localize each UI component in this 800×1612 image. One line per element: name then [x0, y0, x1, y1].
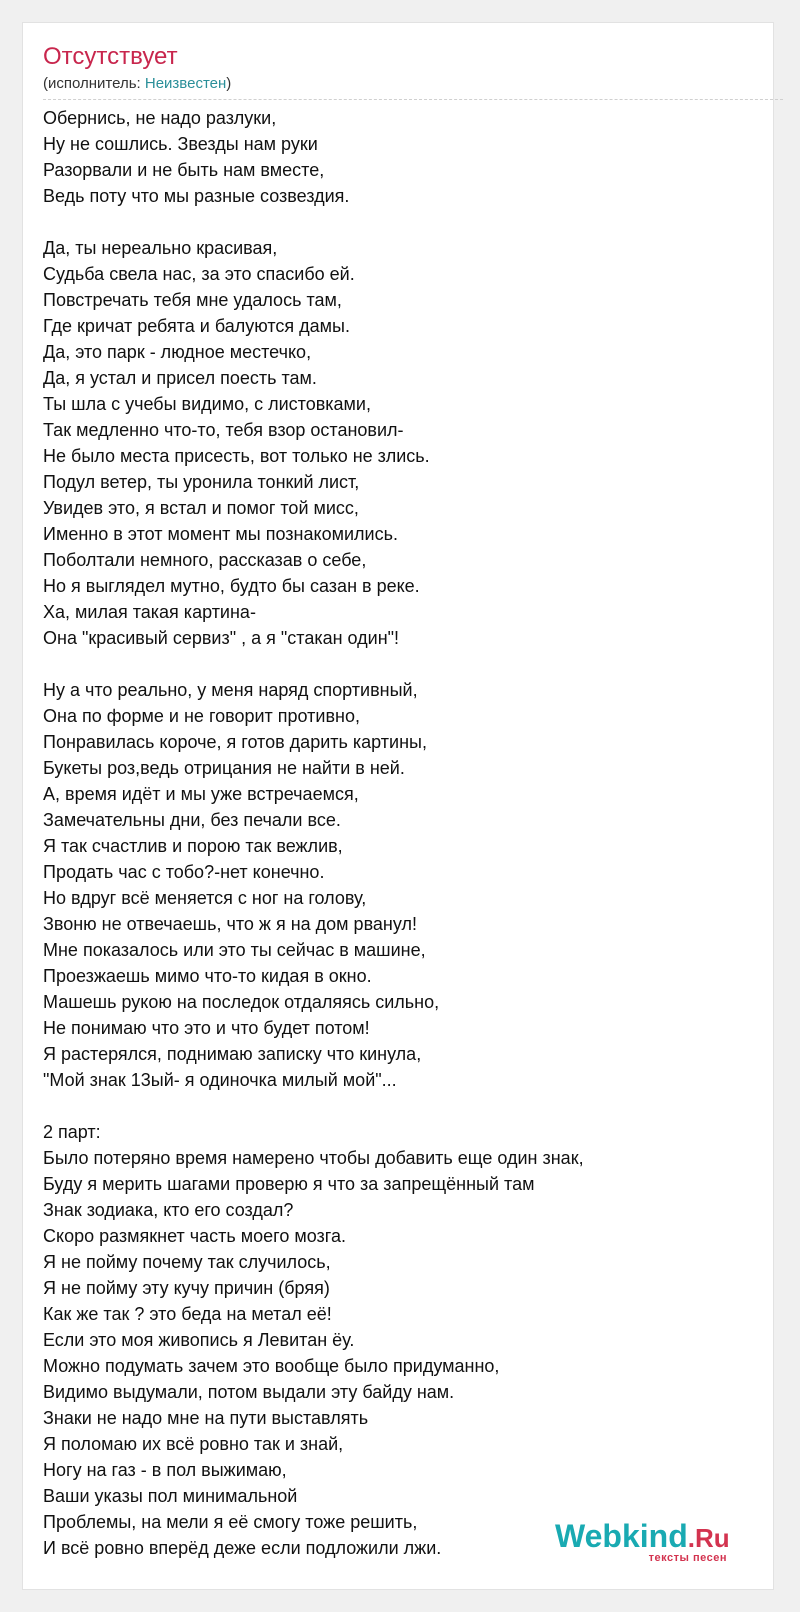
lyric-line: Она по форме и не говорит противно, — [43, 706, 360, 726]
lyric-line: Как же так ? это беда на метал её! — [43, 1304, 332, 1324]
lyric-line: Подул ветер, ты уронила тонкий лист, — [43, 472, 360, 492]
lyric-line: Так медленно что-то, тебя взор остановил- — [43, 420, 404, 440]
lyric-line: А, время идёт и мы уже встречаемся, — [43, 784, 359, 804]
song-title: Отсутствует — [43, 43, 178, 70]
lyric-line: Я растерялся, поднимаю записку что кинула, — [43, 1044, 422, 1064]
header-divider — [43, 99, 783, 100]
logo-tagline: тексты песен — [648, 1552, 727, 1564]
lyric-line: Звоню не отвечаешь, что ж я на дом рванул! — [43, 914, 417, 934]
lyric-line: Я поломаю их всё ровно так и знай, — [43, 1434, 344, 1454]
lyric-line: Поболтали немного, рассказав о себе, — [43, 550, 367, 570]
lyric-line: Разорвали и не быть нам вместе, — [43, 160, 325, 180]
logo-wordmark — [555, 1519, 730, 1555]
lyric-line: Замечательны дни, без печали все. — [43, 810, 341, 830]
lyric-line: Букеты роз,ведь отрицания не найти в ней. — [43, 758, 405, 778]
lyric-line: "Мой знак 13ый- я одиночка милый мой"... — [43, 1070, 397, 1090]
lyric-line: Проезжаешь мимо что-то кидая в окно. — [43, 966, 372, 986]
lyrics-card — [22, 22, 774, 1590]
lyric-line: Проблемы, на мели я её смогу тоже решить, — [43, 1512, 418, 1532]
lyric-line: Я не пойму почему так случилось, — [43, 1252, 331, 1272]
lyric-line: Я не пойму эту кучу причин (бряя) — [43, 1278, 330, 1298]
stanza-gap — [43, 651, 763, 677]
stanza-gap — [43, 1093, 763, 1119]
lyric-line: Где кричат ребята и балуются дамы. — [43, 316, 350, 336]
lyric-line: Ну не сошлись. Звезды нам руки — [43, 134, 318, 154]
lyric-line: Знаки не надо мне на пути выставлять — [43, 1408, 369, 1428]
lyric-line: Да, ты нереально красивая, — [43, 238, 278, 258]
lyric-line: Она "красивый сервиз" , а я "стакан один"! — [43, 628, 400, 648]
artist-line — [43, 74, 231, 94]
site-logo[interactable] — [555, 1519, 745, 1563]
logo-tld: .Ru — [687, 1523, 730, 1553]
lyric-line: Не было места присесть, вот только не злись. — [43, 446, 430, 466]
lyric-line: Да, я устал и присел поесть там. — [43, 368, 317, 388]
lyric-line: Продать час с тобо?-нет конечно. — [43, 862, 325, 882]
lyric-line: Увидев это, я встал и помог той мисс, — [43, 498, 359, 518]
lyric-line: Видимо выдумали, потом выдали эту байду нам. — [43, 1382, 455, 1402]
lyric-line: Именно в этот момент мы познакомились. — [43, 524, 398, 544]
lyrics-text — [43, 105, 763, 1561]
lyric-line: Понравилась короче, я готов дарить картины, — [43, 732, 427, 752]
lyric-line: Если это моя живопись я Левитан ёу. — [43, 1330, 355, 1350]
lyric-line: Ведь поту что мы разные созвездия. — [43, 186, 350, 206]
lyric-line: Машешь рукою на последок отдаляясь сильно, — [43, 992, 440, 1012]
artist-prefix: (исполнитель: — [43, 75, 145, 92]
lyric-line: Да, это парк - людное местечко, — [43, 342, 312, 362]
stanza-gap — [43, 209, 763, 235]
lyric-line: Ха, милая такая картина- — [43, 602, 256, 622]
artist-link[interactable]: Неизвестен — [144, 75, 227, 92]
lyric-line: Обернись, не надо разлуки, — [43, 108, 277, 128]
lyric-line: Повстречать тебя мне удалось там, — [43, 290, 342, 310]
lyric-line: Судьба свела нас, за это спасибо ей. — [43, 264, 355, 284]
lyric-line: Скоро размякнет часть моего мозга. — [43, 1226, 346, 1246]
lyric-line: Ногу на газ - в пол выжимаю, — [43, 1460, 287, 1480]
lyric-line: Ты шла с учебы видимо, с листовками, — [43, 394, 371, 414]
lyric-line: Я так счастлив и порою так вежлив, — [43, 836, 343, 856]
lyric-line: Можно подумать зачем это вообще было придуманно, — [43, 1356, 500, 1376]
lyric-line: 2 парт: — [43, 1122, 101, 1142]
lyric-line: Буду я мерить шагами проверю я что за запрещённый там — [43, 1174, 535, 1194]
artist-suffix: ) — [226, 75, 232, 92]
lyric-line: Не понимаю что это и что будет потом! — [43, 1018, 370, 1038]
lyric-line: Но я выглядел мутно, будто бы сазан в реке. — [43, 576, 420, 596]
lyric-line: Но вдруг всё меняется с ног на голову, — [43, 888, 367, 908]
logo-name: Webkind — [555, 1518, 688, 1554]
lyric-line: И всё ровно вперёд деже если подложили лжи. — [43, 1538, 442, 1558]
lyric-line: Знак зодиака, кто его создал? — [43, 1200, 294, 1220]
lyric-line: Было потеряно время намерено чтобы добавить еще один знак, — [43, 1148, 584, 1168]
lyric-line: Мне показалось или это ты сейчас в машине, — [43, 940, 426, 960]
lyric-line: Ну а что реально, у меня наряд спортивный, — [43, 680, 418, 700]
lyric-line: Ваши указы пол минимальной — [43, 1486, 298, 1506]
